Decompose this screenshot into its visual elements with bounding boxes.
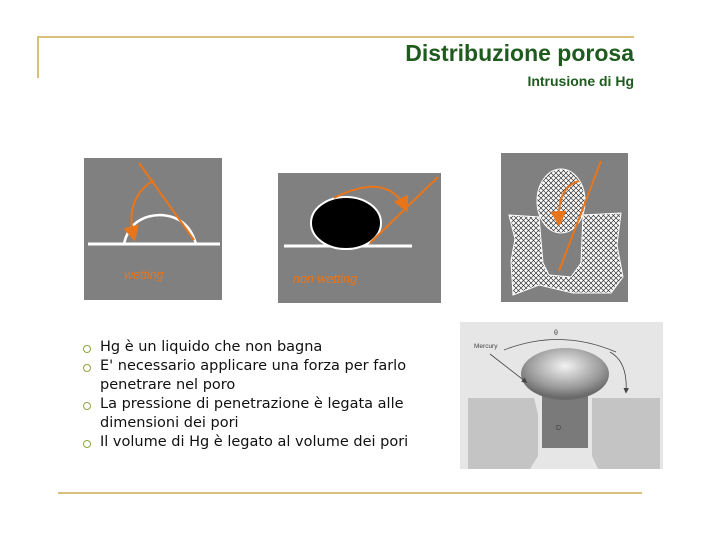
pore-intrusion-diagram bbox=[501, 153, 628, 302]
bullet-text: Il volume di Hg è legato al volume dei pori bbox=[100, 434, 409, 450]
bullet-icon bbox=[83, 402, 91, 410]
bullet-text: La pressione di penetrazione è legata alle dimensioni dei pori bbox=[100, 396, 404, 431]
pore-wall-right bbox=[592, 398, 660, 469]
mercury-pore-figure bbox=[460, 322, 663, 469]
pore-intrusion-figure bbox=[501, 153, 628, 302]
bullet-text: E' necessario applicare una forza per farlo penetrare nel poro bbox=[100, 358, 407, 393]
slide-title: Distribuzione porosa bbox=[405, 40, 634, 66]
frame-bottom-rule bbox=[58, 492, 642, 494]
mercury-drop bbox=[521, 348, 609, 400]
list-item bbox=[80, 433, 440, 452]
non-wetting-drop-diagram bbox=[278, 173, 441, 303]
list-item bbox=[80, 395, 440, 433]
tangent-line bbox=[139, 163, 194, 240]
wetting-label: wetting bbox=[124, 268, 164, 282]
wetting-figure bbox=[84, 158, 222, 300]
wetting-drop bbox=[124, 215, 196, 244]
list-item bbox=[80, 338, 440, 357]
slide-subtitle: Intrusione di Hg bbox=[527, 73, 634, 89]
bullet-text: Hg è un liquido che non bagna bbox=[100, 339, 323, 355]
frame-left-rule bbox=[37, 36, 39, 78]
contact-angle-arrow bbox=[610, 352, 626, 392]
list-item bbox=[80, 357, 440, 395]
wetting-drop-diagram bbox=[84, 158, 222, 300]
non-wetting-figure bbox=[278, 173, 441, 303]
mercury-pore-diagram bbox=[460, 322, 663, 469]
frame-top-rule bbox=[38, 36, 634, 38]
mercury-label: Mercury bbox=[474, 343, 498, 350]
non-wetting-label: non wetting bbox=[293, 272, 357, 286]
bullet-list bbox=[80, 338, 440, 452]
bullet-icon bbox=[83, 364, 91, 372]
pore-wall-left bbox=[468, 398, 538, 469]
bullet-icon bbox=[83, 345, 91, 353]
theta-label: θ bbox=[554, 330, 558, 337]
contact-angle-arrow bbox=[132, 180, 155, 238]
bullet-icon bbox=[83, 440, 91, 448]
mercury-neck bbox=[542, 392, 588, 448]
mercury-pointer bbox=[490, 354, 526, 382]
diameter-label: D bbox=[556, 425, 562, 432]
